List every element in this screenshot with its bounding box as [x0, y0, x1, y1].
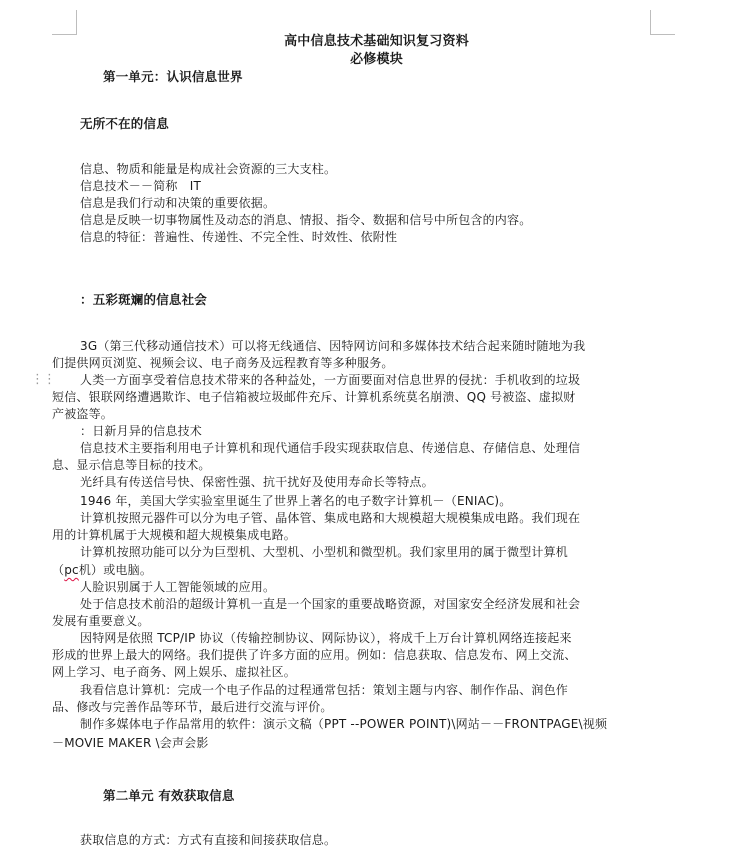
unit1-heading: 第一单元：认识信息世界: [103, 69, 243, 84]
body-line: 我看信息计算机：完成一个电子作品的过程通常包括：策划主题与内容、制作作品、润色作: [80, 683, 569, 697]
body-line: 息、显示信息等目标的技术。: [52, 458, 211, 472]
body-line: 产被盗等。: [52, 407, 114, 421]
body-line: 计算机按照功能可以分为巨型机、大型机、小型机和微型机。我们家里用的属于微型计算机: [80, 545, 569, 559]
body-line: 们提供网页浏览、视频会议、电子商务及远程教育等多种服务。: [52, 356, 394, 370]
unit2-line: 获取信息的方式：方式有直接和间接获取信息。: [80, 833, 337, 847]
body-line: 形成的世界上最大的网络。我们提供了许多方面的应用。例如：信息获取、信息发布、网上交流、: [52, 648, 577, 662]
document-title: 高中信息技术基础知识复习资料: [284, 34, 469, 49]
body-line: 网上学习、电子商务、网上娱乐、虚拟社区。: [52, 665, 297, 679]
body-line: 因特网是依照 TCP/IP 协议（传输控制协议、网际协议），将成千上万台计算机网络连接起来: [80, 631, 572, 645]
body-line: 计算机按照元器件可以分为电子管、晶体管、集成电路和大规模超大规模集成电路。我们现在: [80, 511, 581, 525]
section1-heading: 无所不在的信息: [80, 116, 169, 131]
body-line: 人脸识别属于人工智能领域的应用。: [80, 580, 276, 594]
section1-line: 信息、物质和能量是构成社会资源的三大支柱。: [80, 162, 337, 176]
body-text: 机）或电脑。: [78, 563, 153, 577]
subsection-heading: ：日新月异的信息技术: [80, 424, 203, 438]
body-line: 1946 年，美国大学实验室里诞生了世界上著名的电子数字计算机－（ENIAC)。: [80, 494, 512, 508]
section1-line: 信息是我们行动和决策的重要依据。: [80, 196, 276, 210]
document-subtitle: 必修模块: [350, 52, 403, 67]
section1-line: 信息技术－－简称 IT: [80, 179, 202, 193]
section2-heading: ：五彩斑斓的信息社会: [80, 292, 208, 307]
section1-line: 信息的特征：普遍性、传递性、不完全性、时效性、依附性: [80, 230, 398, 244]
body-text: （: [52, 563, 65, 577]
body-line: 发展有重要意义。: [52, 614, 150, 628]
section1-line: 信息是反映一切事物属性及动态的消息、情报、指令、数据和信号中所包含的内容。: [80, 213, 532, 227]
body-line: 光纤具有传送信号快、保密性强、抗干扰好及使用寿命长等特点。: [80, 475, 434, 489]
body-line: 人类一方面享受着信息技术带来的各种益处，一方面要面对信息世界的侵扰：手机收到的垃圾: [80, 373, 581, 387]
body-line: 品、修改与完善作品等环节，最后进行交流与评价。: [52, 700, 333, 714]
spellcheck-flag: pc: [64, 563, 79, 577]
unit2-heading: 第二单元 有效获取信息: [103, 788, 235, 803]
body-line: 3G（第三代移动通信技术）可以将无线通信、因特网访问和多媒体技术结合起来随时随地为我: [80, 339, 586, 353]
drag-handle-icon[interactable]: ⋮⋮: [31, 372, 55, 387]
body-line: 短信、银联网络遭遇欺诈、电子信箱被垃圾邮件充斥、计算机系统莫名崩溃、QQ 号被盗、虚拟财: [52, 390, 576, 404]
body-line: 用的计算机属于大规模和超大规模集成电路。: [52, 528, 297, 542]
body-line: 制作多媒体电子作品常用的软件：演示文稿（PPT --POWER POINT)\网站－－FRONTPAGE\视频: [80, 717, 608, 731]
body-line: [52, 562, 152, 579]
body-line: 处于信息技术前沿的超级计算机一直是一个国家的重要战略资源，对国家安全经济发展和社会: [80, 597, 581, 611]
crop-mark-top-left: [52, 10, 77, 35]
body-line: －MOVIE MAKER \会声会影: [52, 736, 209, 750]
crop-mark-top-right: [650, 10, 675, 35]
body-line: 信息技术主要指利用电子计算机和现代通信手段实现获取信息、传递信息、存储信息、处理信: [80, 441, 581, 455]
